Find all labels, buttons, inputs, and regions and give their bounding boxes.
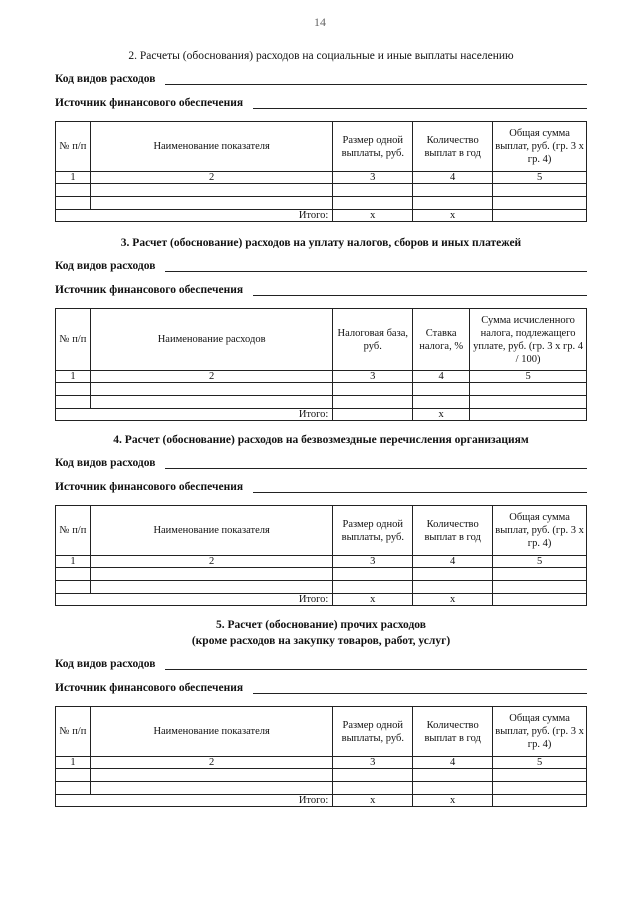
funding-source-input-line[interactable]: [253, 482, 587, 493]
total-cell[interactable]: [493, 210, 587, 222]
header-cell: № п/п: [56, 309, 91, 371]
table-cell[interactable]: [56, 568, 91, 581]
table-row: [56, 782, 587, 795]
total-cell: x: [413, 409, 470, 421]
calc-table: [55, 308, 587, 421]
table-cell[interactable]: [413, 396, 470, 409]
column-number-cell: 3: [333, 556, 413, 568]
total-cell[interactable]: [493, 795, 587, 807]
funding-source-label: Источник финансового обеспечения: [55, 481, 244, 493]
table-cell[interactable]: [493, 782, 587, 795]
total-cell: x: [413, 795, 493, 807]
header-cell: Общая сумма выплат, руб. (гр. 3 x гр. 4): [493, 707, 587, 757]
table-row: [56, 769, 587, 782]
table-cell[interactable]: [333, 383, 413, 396]
table-cell[interactable]: [333, 769, 413, 782]
section-taxes: [55, 235, 587, 421]
table-cell[interactable]: [90, 197, 332, 210]
section-other-expenses: [55, 617, 587, 807]
total-label: Итого:: [56, 210, 333, 222]
table-header-row: [56, 707, 587, 757]
column-number-row: [56, 371, 587, 383]
table-cell[interactable]: [493, 568, 587, 581]
column-number-cell: 4: [413, 371, 470, 383]
calc-table: [55, 505, 587, 606]
table-cell[interactable]: [333, 782, 413, 795]
total-label: Итого:: [56, 409, 333, 421]
column-number-cell: 1: [56, 172, 91, 184]
table-cell[interactable]: [56, 184, 91, 197]
column-number-cell: 5: [493, 556, 587, 568]
column-number-cell: 1: [56, 757, 91, 769]
column-number-cell: 5: [493, 757, 587, 769]
header-cell: Наименование показателя: [90, 506, 332, 556]
funding-source-field: [55, 679, 587, 694]
table-header-row: [56, 506, 587, 556]
calc-table: [55, 121, 587, 222]
column-number-cell: 3: [333, 757, 413, 769]
table-cell[interactable]: [333, 184, 413, 197]
table-cell[interactable]: [90, 396, 332, 409]
expense-code-label: Код видов расходов: [55, 73, 156, 85]
header-cell: Наименование показателя: [90, 707, 332, 757]
column-number-row: [56, 757, 587, 769]
table-row: [56, 581, 587, 594]
page-number: 14: [314, 15, 326, 29]
total-cell[interactable]: [333, 409, 413, 421]
header-cell: № п/п: [56, 707, 91, 757]
column-number-cell: 4: [413, 172, 493, 184]
column-number-cell: 1: [56, 556, 91, 568]
expense-code-input-line[interactable]: [165, 74, 587, 85]
header-cell: Сумма исчисленного налога, подлежащего уплате, руб. (гр. 3 x гр. 4 / 100): [470, 309, 587, 371]
table-cell[interactable]: [413, 197, 493, 210]
table-header-row: [56, 122, 587, 172]
total-cell: x: [413, 210, 493, 222]
section-title: 5. Расчет (обоснование) прочих расходов: [216, 619, 426, 631]
table-cell[interactable]: [56, 782, 91, 795]
column-number-cell: 2: [90, 172, 332, 184]
funding-source-input-line[interactable]: [253, 98, 587, 109]
table-cell[interactable]: [470, 383, 587, 396]
total-label: Итого:: [56, 795, 333, 807]
header-cell: Ставка налога, %: [413, 309, 470, 371]
table-cell[interactable]: [493, 581, 587, 594]
total-row: [56, 795, 587, 807]
column-number-cell: 1: [56, 371, 91, 383]
header-cell: Количество выплат в год: [413, 122, 493, 172]
expense-code-field: [55, 454, 587, 469]
column-number-cell: 5: [470, 371, 587, 383]
expense-code-input-line[interactable]: [165, 261, 587, 272]
expense-code-field: [55, 70, 587, 85]
table-cell[interactable]: [90, 568, 332, 581]
expense-code-label: Код видов расходов: [55, 457, 156, 469]
funding-source-label: Источник финансового обеспечения: [55, 97, 244, 109]
table-cell[interactable]: [413, 383, 470, 396]
funding-source-input-line[interactable]: [253, 285, 587, 296]
table-cell[interactable]: [470, 396, 587, 409]
table-cell[interactable]: [333, 396, 413, 409]
column-number-cell: 5: [493, 172, 587, 184]
section-title: 3. Расчет (обоснование) расходов на уплату налогов, сборов и иных платежей: [120, 237, 522, 249]
table-cell[interactable]: [56, 581, 91, 594]
section-gratuitous-transfers: [55, 432, 587, 606]
funding-source-input-line[interactable]: [253, 683, 587, 694]
column-number-cell: 2: [90, 757, 332, 769]
calc-table: [55, 706, 587, 807]
expense-code-label: Код видов расходов: [55, 658, 156, 670]
header-cell: Общая сумма выплат, руб. (гр. 3 x гр. 4): [493, 122, 587, 172]
header-cell: Размер одной выплаты, руб.: [333, 707, 413, 757]
table-cell[interactable]: [493, 197, 587, 210]
table-cell[interactable]: [90, 581, 332, 594]
section-subtitle: (кроме расходов на закупку товаров, работ, услуг): [191, 635, 451, 647]
total-cell[interactable]: [470, 409, 587, 421]
table-cell[interactable]: [333, 197, 413, 210]
header-cell: № п/п: [56, 122, 91, 172]
header-cell: Размер одной выплаты, руб.: [333, 506, 413, 556]
table-cell[interactable]: [56, 769, 91, 782]
total-cell[interactable]: [493, 594, 587, 606]
expense-code-input-line[interactable]: [165, 659, 587, 670]
header-cell: № п/п: [56, 506, 91, 556]
header-cell: Налоговая база, руб.: [333, 309, 413, 371]
header-cell: Количество выплат в год: [413, 506, 493, 556]
table-cell[interactable]: [333, 581, 413, 594]
table-cell[interactable]: [493, 769, 587, 782]
column-number-cell: 4: [413, 757, 493, 769]
column-number-cell: 2: [90, 371, 332, 383]
column-number-cell: 2: [90, 556, 332, 568]
expense-code-field: [55, 655, 587, 670]
table-row: [56, 396, 587, 409]
header-cell: Общая сумма выплат, руб. (гр. 3 x гр. 4): [493, 506, 587, 556]
column-number-row: [56, 172, 587, 184]
column-number-cell: 3: [333, 172, 413, 184]
header-cell: Размер одной выплаты, руб.: [333, 122, 413, 172]
funding-source-label: Источник финансового обеспечения: [55, 682, 244, 694]
table-row: [56, 197, 587, 210]
section-title: 4. Расчет (обоснование) расходов на безвозмездные перечисления организациям: [113, 434, 529, 446]
total-cell: x: [413, 594, 493, 606]
total-cell: x: [333, 795, 413, 807]
section-social-payments: [55, 48, 587, 222]
table-cell[interactable]: [413, 782, 493, 795]
table-cell[interactable]: [56, 396, 91, 409]
table-row: [56, 184, 587, 197]
column-number-cell: 4: [413, 556, 493, 568]
table-cell[interactable]: [413, 184, 493, 197]
table-cell[interactable]: [413, 769, 493, 782]
table-cell[interactable]: [413, 568, 493, 581]
table-cell[interactable]: [90, 769, 332, 782]
total-row: [56, 594, 587, 606]
funding-source-field: [55, 94, 587, 109]
total-row: [56, 210, 587, 222]
table-cell[interactable]: [333, 568, 413, 581]
expense-code-field: [55, 257, 587, 272]
total-cell: x: [333, 594, 413, 606]
table-cell[interactable]: [493, 184, 587, 197]
header-cell: Наименование расходов: [90, 309, 332, 371]
table-cell[interactable]: [56, 383, 91, 396]
table-header-row: [56, 309, 587, 371]
total-cell: x: [333, 210, 413, 222]
funding-source-field: [55, 281, 587, 296]
section-title: 2. Расчеты (обоснования) расходов на социальные и иные выплаты населению: [128, 50, 514, 62]
total-row: [56, 409, 587, 421]
column-number-row: [56, 556, 587, 568]
funding-source-label: Источник финансового обеспечения: [55, 284, 244, 296]
table-cell[interactable]: [90, 184, 332, 197]
table-cell[interactable]: [90, 782, 332, 795]
expense-code-input-line[interactable]: [165, 458, 587, 469]
table-cell[interactable]: [56, 197, 91, 210]
table-row: [56, 568, 587, 581]
header-cell: Наименование показателя: [90, 122, 332, 172]
header-cell: Количество выплат в год: [413, 707, 493, 757]
funding-source-field: [55, 478, 587, 493]
table-cell[interactable]: [90, 383, 332, 396]
expense-code-label: Код видов расходов: [55, 260, 156, 272]
table-row: [56, 383, 587, 396]
column-number-cell: 3: [333, 371, 413, 383]
total-label: Итого:: [56, 594, 333, 606]
table-cell[interactable]: [413, 581, 493, 594]
